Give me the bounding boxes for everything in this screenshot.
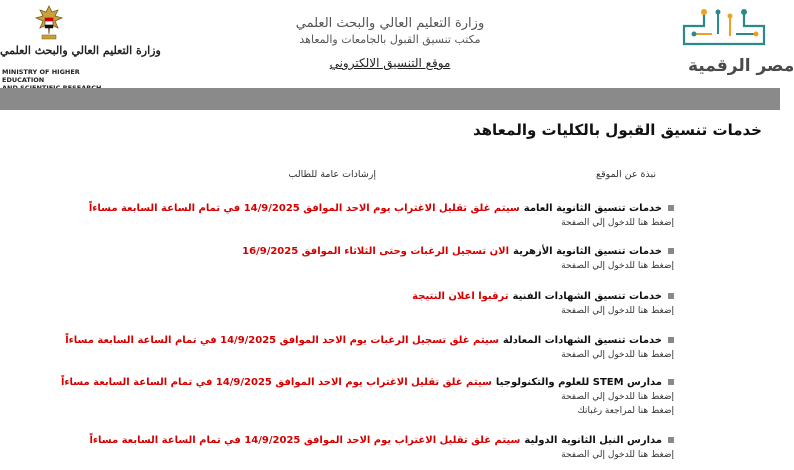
service-review-link[interactable]: إضغط هنا لمراجعة رغباتك	[577, 406, 674, 416]
service-enter-link[interactable]: إضغط هنا للدخول إلي الصفحة	[561, 218, 674, 228]
eagle-emblem-icon	[34, 4, 64, 42]
bullet-icon	[668, 379, 674, 385]
service-note: سيتم غلق تقليل الاغتراب يوم الاحد الموافق 14/9/2025 في تمام الساعة السابعة مساءاً	[89, 435, 521, 446]
header-ministry-line: وزارة التعليم العالي والبحث العلمي	[295, 16, 485, 31]
service-name: خدمات تنسيق الشهادات الفنية	[512, 291, 662, 302]
service-name: مدارس STEM للعلوم والتكنولوجيا	[495, 377, 662, 388]
ministry-logo[interactable]	[0, 2, 161, 86]
service-enter-link[interactable]: إضغط هنا للدخول إلي الصفحة	[561, 392, 674, 402]
page-title: خدمات تنسيق القبول بالكليات والمعاهد	[472, 121, 762, 139]
digital-egypt-logo[interactable]	[674, 6, 794, 84]
service-name: خدمات تنسيق الثانوية الأزهرية	[513, 246, 662, 257]
nav-bar	[0, 88, 780, 110]
digital-egypt-text: مصر الرقمية	[688, 56, 794, 76]
service-enter-link[interactable]: إضغط هنا للدخول إلي الصفحة	[561, 350, 674, 360]
service-note: سيتم غلق تسجيل الرغبات يوم الاحد الموافق 14/9/2025 في تمام الساعة السابعة مساءاً	[65, 335, 499, 346]
service-note: ترقبوا اعلان النتيجة	[412, 291, 509, 302]
bullet-icon	[668, 437, 674, 443]
service-enter-link[interactable]: إضغط هنا للدخول إلي الصفحة	[561, 261, 674, 271]
site-name-link[interactable]: موقع التنسيق الالكتروني	[329, 56, 451, 70]
service-note: سيتم غلق تقليل الاغتراب يوم الاحد الموافق 14/9/2025 في تمام الساعة السابعة مساءاً	[88, 203, 520, 214]
header	[0, 0, 794, 88]
service-enter-link[interactable]: إضغط هنا للدخول إلي الصفحة	[561, 306, 674, 316]
service-enter-link[interactable]: إضغط هنا للدخول إلي الصفحة	[561, 450, 674, 460]
tab-student-guidelines[interactable]: إرشادات عامة للطالب	[288, 169, 376, 180]
service-item	[61, 376, 674, 418]
header-office-line: مكتب تنسيق القبول بالجامعات والمعاهد	[299, 33, 481, 46]
service-item	[242, 245, 674, 273]
service-note: الان تسجيل الرغبات وحتى الثلاثاء الموافق 16/9/2025	[242, 246, 509, 257]
service-item	[65, 334, 674, 362]
bullet-icon	[668, 205, 674, 211]
service-name: خدمات تنسيق الشهادات المعادلة	[502, 335, 662, 346]
bullet-icon	[668, 337, 674, 343]
bullet-icon	[668, 248, 674, 254]
service-item	[89, 434, 674, 462]
service-name: مدارس النيل الثانوية الدولية	[524, 435, 662, 446]
bullet-icon	[668, 293, 674, 299]
ministry-en-line1: MINISTRY OF HIGHER EDUCATION	[2, 68, 80, 84]
service-item	[412, 290, 674, 318]
service-item	[89, 202, 674, 230]
ministry-name-arabic: وزارة التعليم العالي والبحث العلمي	[0, 44, 161, 57]
header-titles	[260, 16, 520, 71]
main-content	[0, 110, 780, 470]
service-name: خدمات تنسيق الثانوية العامة	[523, 203, 662, 214]
tab-about-site[interactable]: نبذة عن الموقع	[596, 169, 656, 180]
circuit-icon	[674, 6, 774, 54]
service-note: سيتم غلق تقليل الاغتراب يوم الاحد الموافق 14/9/2025 في تمام الساعة السابعة مساءاً	[60, 377, 492, 388]
